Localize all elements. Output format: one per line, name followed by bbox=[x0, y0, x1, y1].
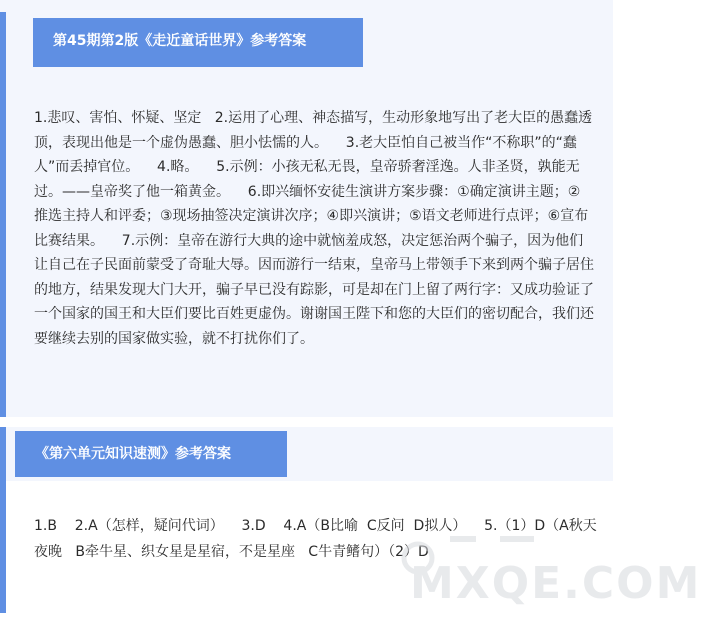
section-divider bbox=[0, 417, 613, 427]
top-band bbox=[0, 0, 613, 12]
answer-section-unit6-header bbox=[0, 427, 613, 481]
section-title: 第45期第2版《走近童话世界》参考答案 bbox=[33, 18, 363, 67]
watermark-text: MXQE.COM bbox=[410, 558, 701, 609]
watermark-logo bbox=[390, 528, 701, 613]
section-accent-bar bbox=[0, 481, 6, 613]
section-accent-bar bbox=[0, 427, 6, 481]
answer-text: 1.B 2.A（怎样，疑问代词） 3.D 4.A（B比喻 C反问 D拟人） 5.（1）D（A秋天夜晚 B牵牛星、织女星是星宿，不是星座 C牛青鳍句）（2）D bbox=[34, 518, 597, 560]
section-title: 《第六单元知识速测》参考答案 bbox=[15, 431, 287, 477]
answer-section-45 bbox=[0, 12, 613, 417]
answer-text: 1.悲叹、害怕、怀疑、坚定 2.运用了心理、神态描写，生动形象地写出了老大臣的愚蠢透顶，表现出他是一个虚伪愚蠢、胆小怯懦的人。 3.老大臣怕自己被当作“不称职”的“蠢人”而丢掉官位。 4.略。 5.示例：小孩无私无畏，皇帝骄奢淫逸。人非圣贤，孰能无过。——皇帝奖了他一箱黄金。 6.即兴缅怀安徒生演讲方案步骤：①确定演讲主题；②推选主持人和评委；③现场抽签决定演讲次序；④即兴演讲；⑤语文老师进行点评；⑥宣布比赛结果。 7.示例：皇帝在游行大典的途中就恼羞成怒，决定惩治两个骗子，因为他们让自己在子民面前蒙受了奇耻大辱。因而游行一结束，皇帝马上带领手下来到两个骗子居住的地方，结果发现大门大开，骗子早已没有踪影，可是却在门上留了两行字：又成功验证了一个国家的国王和大臣们要比百姓更虚伪。谢谢国王陛下和您的大臣们的密切配合，我们还要继续去别的国家做实验，就不打扰你们了。 bbox=[34, 110, 594, 347]
section-accent-bar bbox=[0, 12, 6, 417]
